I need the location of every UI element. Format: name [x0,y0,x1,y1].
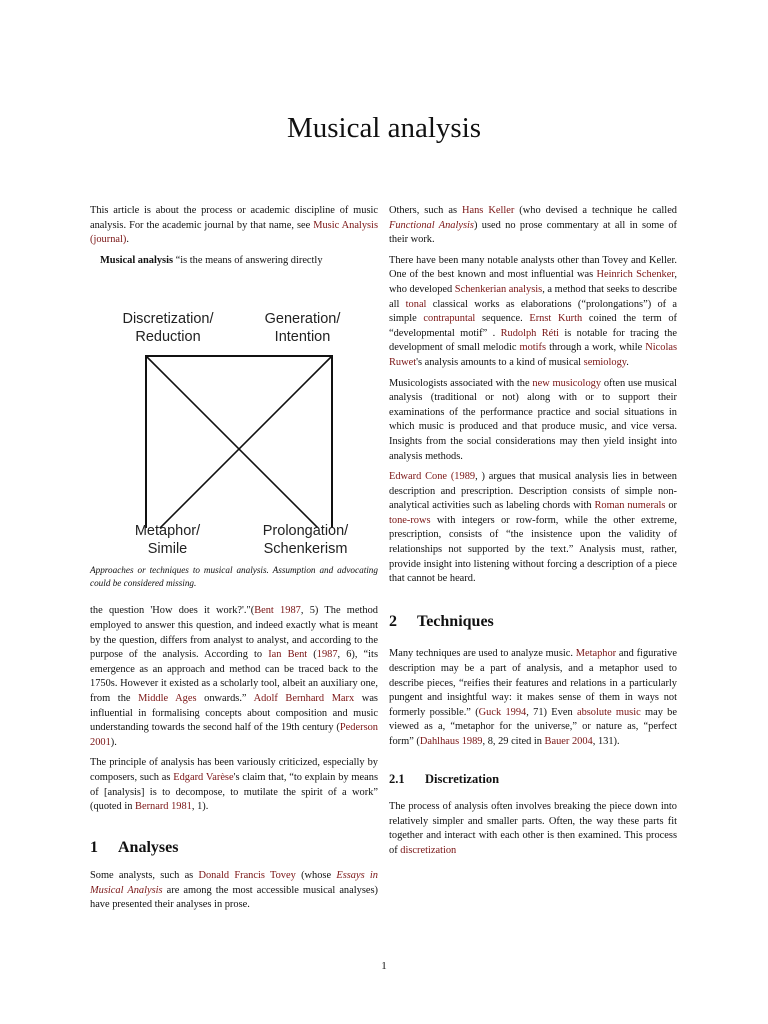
text: 's analysis amounts to a kind of musical [416,356,584,368]
text: ). [110,736,117,748]
hatnote-text-end: . [126,234,129,246]
text: , 131). [592,736,620,747]
right-paragraph-5 [389,647,677,749]
text: The principle of analysis has been variously criticized, especially by composers, such as [90,757,378,783]
hatnote-text: This article is about the process or academic discipline of music analysis. For the academic journal by that name, see [90,205,378,231]
link-schenkerian-analysis[interactable]: Schenkerian analysis [454,283,543,295]
page-title: Musical analysis [286,112,482,144]
text: 's claim that, “to explain by means of [analysis] is to decompose, to mutilate the spirit of a work” (quoted in [90,771,378,813]
right-paragraph-2 [389,254,677,371]
text: onwards.” [196,692,254,704]
link-adolf-bernhard-marx[interactable]: Adolf Bernhard Marx [253,692,355,704]
text: may be viewed as a, “metaphor for the universe,” or nature as, “perfect form” ( [389,706,677,747]
text: Musicologists associated with the [389,377,533,389]
link-roman-numerals[interactable]: Roman numerals [594,500,666,512]
text: Others, such as [389,205,462,216]
text: Many techniques are used to analyze music. [389,648,576,660]
subsection-title: Discretization [425,771,500,786]
text: classical works as elaborations (“prolongations”) of a simple [389,298,677,325]
text: coined the term of “developmental motif” . [389,313,678,339]
link-motifs[interactable]: motifs [519,342,547,354]
link-edgard-varese[interactable]: Edgard Varèse [173,771,234,783]
text: , who developed [389,269,677,295]
link-semiology[interactable]: semiology [583,356,627,368]
text: There have been many notable analysts other than Tovey and Keller. One of the best known and most influential was [389,254,677,281]
link-contrapuntal[interactable]: contrapuntal [423,313,476,325]
link-essays-in-musical-analysis[interactable]: Essays in Musical Analysis [90,870,378,896]
label-discretization: Discretization/ Reduction [122,311,214,346]
text: , 71) Even [526,706,577,718]
right-paragraph-1 [389,204,677,248]
text: (who devised a technique he called [514,205,677,216]
label-generation: Generation/ Intention [264,311,341,346]
link-pederson-2001[interactable]: Pederson 2001 [90,722,378,748]
text: . [626,356,629,368]
text: , 5) The method employed to answer this question, and indeed exactly what is meant by the question, differs from analyst to analyst, and according to the purpose of the analysis. According to [90,605,378,661]
text: The process of analysis often involves breaking the piece down into relatively simpler and smaller parts. Often, the way these parts fit together and interact with each other is then examined. This process of [389,801,677,856]
right-paragraph-3 [389,377,677,465]
diagram-diagonal-1 [146,356,332,528]
link-absolute-music[interactable]: absolute music [576,706,641,718]
text: Some analysts, such as [90,870,199,882]
link-bernard-1981[interactable]: Bernard 1981 [135,801,192,813]
section-number: 2 [389,612,397,630]
paragraph-1 [90,604,378,750]
link-donald-francis-tovey[interactable]: Donald Francis Tovey [198,870,296,882]
link-music-analysis-journal[interactable]: Music Analysis (journal) [90,219,378,246]
link-discretization[interactable]: discretization [400,844,457,856]
link-hans-keller[interactable]: Hans Keller [462,205,515,216]
section-title: Analyses [118,838,179,856]
subsection-number: 2.1 [389,771,405,786]
label-prolongation: Prolongation/ Schenkerism [262,523,349,558]
section-title: Techniques [417,612,494,630]
text: often use musical analysis (traditional or not) along with or to support their examinations of the performance practice and social situations in which music is produced and that produce music, and vice versa. Insights from the social considerations may then yield insight into analysis methods. [389,377,677,462]
text: and figurative description may be a part of analysis, and a metaphor used to describe pieces, “reifies their features and relations in a particularly pungent and insightful way: it makes sense of them in ways not formerly possible.” ( [389,648,677,718]
analysis-diagram [90,272,378,558]
paragraph-3 [90,869,378,913]
text: , 1). [191,801,209,813]
section-heading-techniques [389,612,677,630]
text: are among the most accessible musical analyses) have presented their analyses in prose. [90,884,378,911]
subsection-heading-discretization [389,772,677,787]
link-nicolas-ruwet[interactable]: Nicolas Ruwet [389,342,677,368]
text: (whose [295,870,337,882]
section-heading-analyses [90,838,378,856]
link-heinrich-schenker[interactable]: Heinrich Schenker [596,269,675,281]
link-tonal[interactable]: tonal [405,298,427,310]
link-tone-rows[interactable]: tone-rows [389,514,431,526]
lead-paragraph [90,254,378,269]
link-1987[interactable]: 1987 [316,649,338,661]
figure-caption: Approaches or techniques to musical analysis. Assumption and advocating could be considered missing. [90,565,378,589]
text: the question 'How does it work?'."( [90,605,255,617]
paragraph-2 [90,756,378,814]
label-metaphor: Metaphor/ Simile [134,523,201,558]
link-guck-1994[interactable]: Guck 1994 [478,706,527,718]
right-paragraph-4 [389,470,677,587]
right-paragraph-6 [389,800,677,858]
text: , ) argues that musical analysis lies in between description and prescription. Description consists of simple non-analytical activities such as labeling chords with [389,471,677,512]
text: , 8, 29 cited in [482,736,545,747]
link-new-musicology[interactable]: new musicology [532,377,602,389]
link-ernst-kurth[interactable]: Ernst Kurth [529,313,583,325]
text: , a method that seeks to describe all [389,283,677,310]
text: was influential in formalising concepts about composition and music understanding towards the second half of the 19th century ( [90,692,378,734]
left-column [90,204,378,919]
link-bent-1987[interactable]: Bent 1987 [254,605,301,617]
text: sequence. [475,313,530,325]
text: through a work, while [546,342,646,354]
link-rudolph-reti[interactable]: Rudolph Réti [500,327,560,339]
link-functional-analysis[interactable]: Functional Analysis [389,219,474,231]
text: is notable for tracing the development of small melodic [389,327,677,354]
link-middle-ages[interactable]: Middle Ages [138,692,197,704]
diagram-square [146,356,332,528]
text: ) used no prose commentary at all in some of their work. [389,219,677,246]
section-number: 1 [90,838,98,856]
hatnote [90,204,378,248]
text: with integers or row-form, while the other extreme, prescription, consists of “the insistence upon the validity of relationships not supported by the text.” Analysis must, rather, provide insight into listening without forcing a description of a piece that cannot be heard. [389,514,677,585]
link-dahlhaus-1989[interactable]: Dahlhaus 1989 [419,736,483,747]
text: or [665,500,677,512]
right-column [389,204,677,865]
link-edward-cone-1989[interactable]: Edward Cone (1989 [389,471,476,483]
lead-term: Musical analysis [100,254,174,266]
link-metaphor[interactable]: Metaphor [575,648,617,660]
text: , 6), “its emergence as an approach and method can be traced back to the 1750s. However it existed as a scholarly tool, albeit an auxiliary one, from the [90,649,378,704]
link-bauer-2004[interactable]: Bauer 2004 [544,736,593,747]
text: ( [307,649,317,661]
lead-text: “is the means of answering directly [173,254,323,266]
link-ian-bent[interactable]: Ian Bent [268,649,308,661]
page-number: 1 [381,960,387,972]
diagram-diagonal-2 [146,356,332,528]
